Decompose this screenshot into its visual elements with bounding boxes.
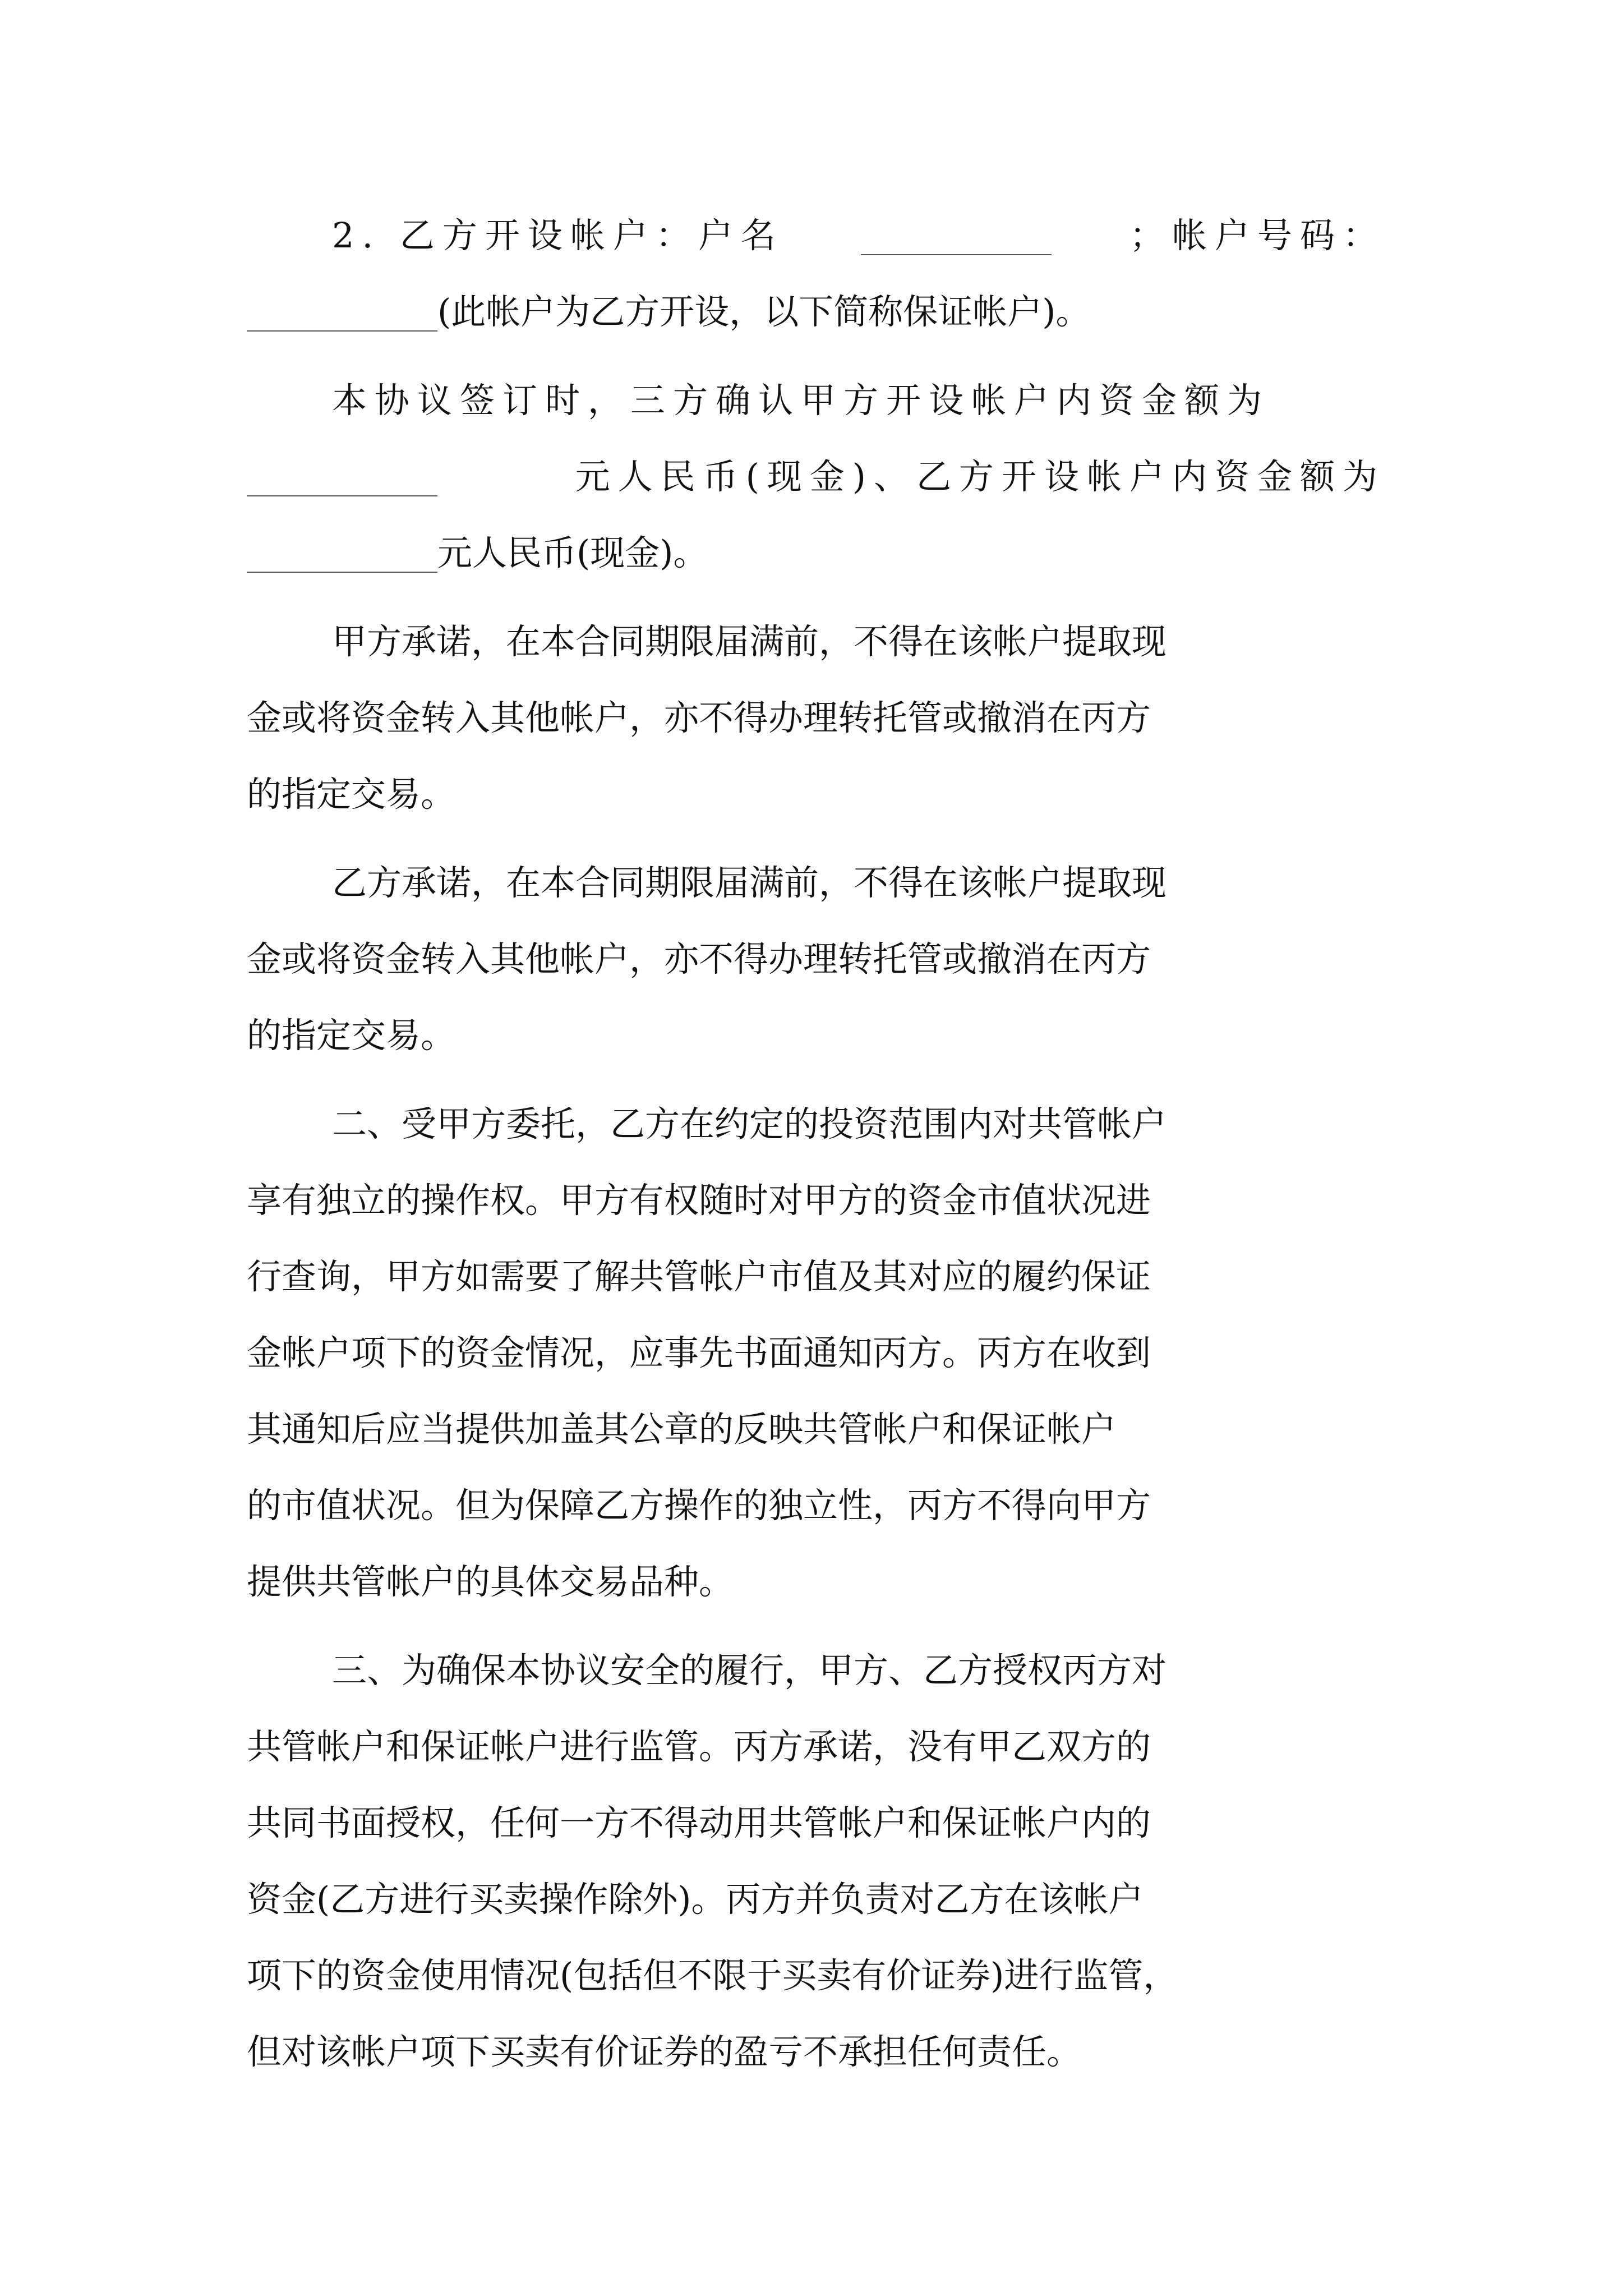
text-segment: 共管帐户和保证帐户进行监管。丙方承诺，没有甲乙双方的 xyxy=(247,1726,1151,1767)
text-segment: 金或将资金转入其他帐户，亦不得办理转托管或撤消在丙方 xyxy=(247,697,1151,738)
text-segment: (此帐户为乙方开设，以下简称保证帐户)。 xyxy=(437,291,1091,332)
text-segment: 行查询，甲方如需要了解共管帐户市值及其对应的履约保证 xyxy=(247,1256,1151,1297)
text-line xyxy=(247,863,1385,903)
text-segment: 乙方承诺，在本合同期限届满前，不得在该帐户提取现 xyxy=(332,862,1167,903)
text-line xyxy=(247,381,1385,420)
text-line xyxy=(247,1880,1385,1919)
text-segment: 2. 乙方开设帐户：户名 xyxy=(332,215,783,256)
text-segment: 金帐户项下的资金情况，应事先书面通知丙方。丙方在收到 xyxy=(247,1332,1151,1373)
text-segment: 资金(乙方进行买卖操作除外)。丙方并负责对乙方在该帐户 xyxy=(247,1879,1144,1920)
fill-in-blank xyxy=(247,299,437,332)
text-segment: 二、受甲方委托，乙方在约定的投资范围内对共管帐户 xyxy=(332,1103,1167,1144)
text-line xyxy=(247,940,1385,979)
text-line xyxy=(247,698,1385,738)
text-line xyxy=(247,1181,1385,1220)
text-segment: 享有独立的操作权。甲方有权随时对甲方的资金市值状况进 xyxy=(247,1180,1151,1221)
text-segment: 的指定交易。 xyxy=(247,774,456,815)
fill-in-blank xyxy=(247,464,437,496)
text-line xyxy=(247,1410,1385,1449)
text-line xyxy=(247,1016,1385,1055)
document-body xyxy=(247,216,1385,2109)
text-line xyxy=(247,216,1385,255)
text-line xyxy=(247,1651,1385,1690)
text-line xyxy=(247,1956,1385,1995)
text-segment: 本协议签订时，三方确认甲方开设帐户内资金额为 xyxy=(332,380,1270,421)
text-segment: 提供共管帐户的具体交易品种。 xyxy=(247,1561,734,1602)
text-segment: ；帐户号码： xyxy=(1129,215,1385,256)
text-segment: 但对该帐户项下买卖有价证券的盈亏不承担任何责任。 xyxy=(247,2031,1082,2072)
text-line xyxy=(247,533,1385,573)
text-segment: 金或将资金转入其他帐户，亦不得办理转托管或撤消在丙方 xyxy=(247,938,1151,979)
text-line xyxy=(247,292,1385,332)
text-segment: 元人民币(现金)、乙方开设帐户内资金额为 xyxy=(575,456,1385,497)
text-line xyxy=(247,775,1385,814)
text-line xyxy=(247,1486,1385,1525)
text-line xyxy=(247,1562,1385,1602)
text-line xyxy=(247,457,1385,496)
text-segment: 共同书面授权，任何一方不得动用共管帐户和保证帐户内的 xyxy=(247,1802,1151,1843)
text-line xyxy=(247,1727,1385,1766)
text-line xyxy=(247,1333,1385,1373)
text-segment: 元人民币(现金)。 xyxy=(437,532,708,573)
text-line xyxy=(247,622,1385,661)
text-segment: 甲方承诺，在本合同期限届满前，不得在该帐户提取现 xyxy=(332,621,1167,662)
text-segment: 的指定交易。 xyxy=(247,1015,456,1056)
text-line xyxy=(247,2032,1385,2072)
fill-in-blank xyxy=(861,223,1052,255)
text-segment: 其通知后应当提供加盖其公章的反映共管帐户和保证帐户 xyxy=(247,1409,1117,1450)
text-line xyxy=(247,1105,1385,1144)
text-segment: 的市值状况。但为保障乙方操作的独立性，丙方不得向甲方 xyxy=(247,1485,1151,1526)
text-segment: 项下的资金使用情况(包括但不限于买卖有价证券)进行监管， xyxy=(247,1955,1178,1996)
text-line xyxy=(247,1257,1385,1296)
text-segment: 三、为确保本协议安全的履行，甲方、乙方授权丙方对 xyxy=(332,1650,1167,1691)
text-line xyxy=(247,1803,1385,1843)
fill-in-blank xyxy=(247,540,437,573)
